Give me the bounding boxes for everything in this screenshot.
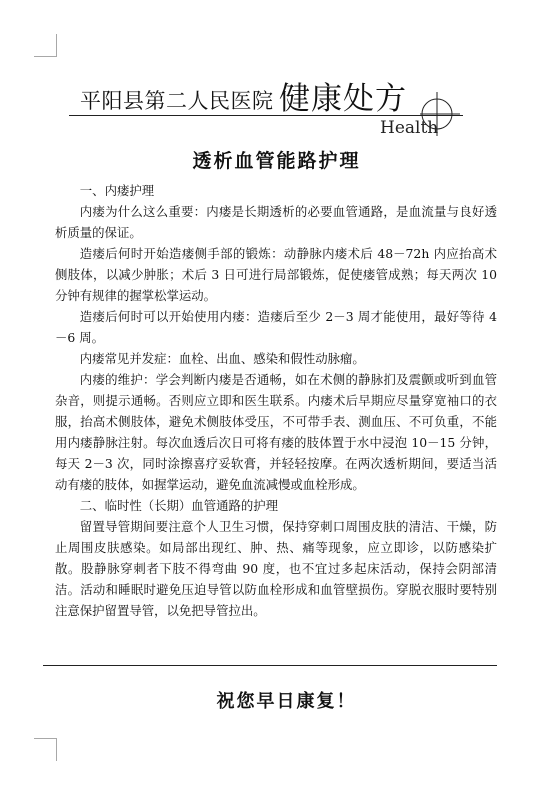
section-heading: 二、临时性（长期）血管通路的护理 — [79, 498, 279, 513]
paragraph: 造瘘后何时开始造瘘侧手部的锻炼：动静脉内瘘术后 48－72h 内应抬高术侧肢体，以减少肿胀；术后 3 日可进行局部锻炼，促使瘘管成熟；每天两次 10 分钟有规律的握掌松掌运动。 — [55, 246, 497, 303]
paragraph: 内瘘常见并发症：血栓、出血、感染和假性动脉瘤。 — [79, 351, 365, 366]
closing-message: 祝您早日康复！ — [216, 691, 357, 712]
document-body — [55, 180, 497, 621]
document-title: 透析血管能路护理 — [192, 150, 361, 172]
paragraph: 留置导管期间要注意个人卫生习惯，保持穿刺口周围皮肤的清洁、干燥，防止周围皮肤感染。如局部出现红、肿、热、痛等现象，应立即诊，以防感染扩散。股静脉穿刺者下肢不得弯曲 90 度，也不宜过多起床活动，保持会阴部清洁。活动和睡眠时避免压迫导管以防血栓形成和血管壁损伤。穿脱衣服时要特别注意保护留置导管，以免把导管拉出。 — [55, 519, 497, 618]
health-prescription-label: 健康处方 — [279, 81, 407, 117]
footer-rule — [43, 665, 497, 666]
header-rule — [69, 115, 463, 116]
hospital-name: 平阳县第二人民医院 — [80, 89, 274, 113]
paragraph: 内瘘为什么这么重要：内瘘是长期透析的必要血管通路，是血流量与良好透析质量的保证。 — [55, 204, 497, 240]
paragraph: 造瘘后何时可以开始使用内瘘：造瘘后至少 2－3 周才能使用，最好等待 4－6 周。 — [55, 309, 497, 345]
health-label: Health — [380, 118, 439, 138]
prescription-header — [0, 0, 553, 140]
section-heading: 一、内瘘护理 — [79, 183, 155, 198]
paragraph: 内瘘的维护：学会判断内瘘是否通畅，如在术侧的静脉扪及震颤或听到血管杂音，则提示通畅。否则应立即和医生联系。内瘘术后早期应尽量穿宽袖口的衣服，抬高术侧肢体，避免术侧肢体受压，不可带手表、测血压、不可负重，不能用内瘘静脉注射。每次血透后次日可将有瘘的肢体置于水中浸泡 10－15 分钟，每天 2－3 次，同时涂擦喜疗妥软膏，并轻轻按摩。在两次透析期间，要适当活动有瘘的肢体，如握掌运动，避免血流减慢或血栓形成。 — [55, 372, 497, 492]
crop-mark-bottom-left — [34, 738, 57, 761]
